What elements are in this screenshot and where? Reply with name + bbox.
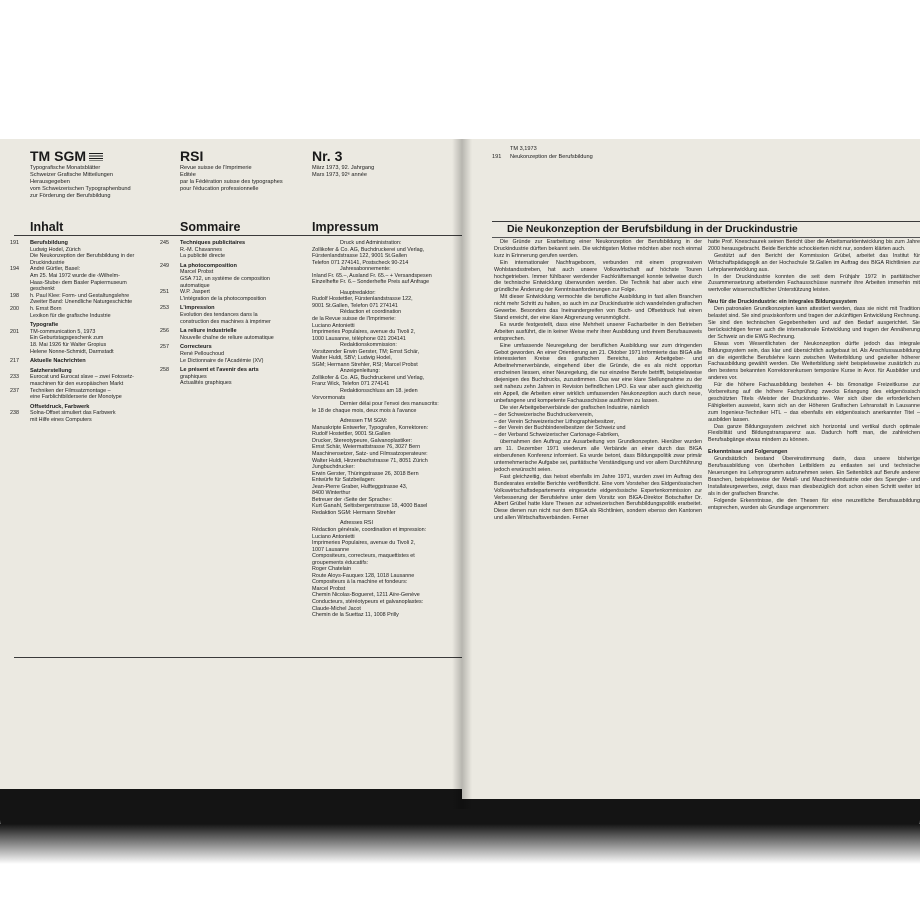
impressum-line: Imprimeries Populaires, avenue du Tivoli 2, xyxy=(312,540,416,547)
toc-line: R.-M. Chavannes xyxy=(180,246,222,253)
toc-page-number: 201 xyxy=(10,328,19,335)
article-subheading: Neu für die Druckindustrie: ein integrales Bildungssystem xyxy=(708,299,857,306)
impressum-line: Einzelhefte Fr. 6.– Sonderhefte Preis auf Anfrage xyxy=(312,279,430,286)
toc-line: Ein Geburtstagsgeschenk zum xyxy=(30,335,104,342)
impressum-line: 8400 Winterthur xyxy=(312,490,351,497)
rsi-description xyxy=(180,165,283,193)
impressum-line: Telefon 071 274141, Postscheck 90-214 xyxy=(312,259,409,266)
toc-line: Zweiter Band: Unendliche Naturgeschichte xyxy=(30,299,133,306)
toc-line: 18. Mai 1926 für Walter Gropius xyxy=(30,342,107,348)
toc-line: graphiques xyxy=(180,373,207,380)
impressum-line: Rédaction générale, coordination et impression: xyxy=(312,526,427,533)
impressum-line: Rédaction et coordination xyxy=(340,309,402,316)
toc-page-number: 194 xyxy=(10,266,19,273)
article-column-2 xyxy=(708,239,920,659)
impressum-line: 9001 St.Gallen, Telefon 071 274141 xyxy=(312,302,398,309)
toc-line: eine Farblichtbilderserie der Monotype xyxy=(30,394,122,401)
impressum-line: Conducteurs, stéréotypeurs et galvanoplastes: xyxy=(312,598,424,605)
toc-line: geschenkt xyxy=(30,286,55,293)
article-paragraph: Für die höhere Fachausbildung bestehen 4- bis 6monatige Freizeitkurse zur Vorbereitung auf die höhere Fachprüfung zwecks Erlangung des eidgenössisch geschützten Titels ‹Meister der Druckindustrie›. Wer sich über die erforderlichen Fähigkeiten ausweist, kann sich an der Höheren Grafischen Lehranstalt in Lausanne zum Ingenieur-Techniker HTL – das ebenfalls ein eidgenössisch anerkannter Titel – ausbilden lassen. xyxy=(708,382,920,423)
toc-line: Solna-Offset simuliert das Farbwerk xyxy=(30,410,116,417)
toc-line: TM-communication 5, 1973 xyxy=(30,328,96,335)
impressum-line: Adressen TM SGM: xyxy=(340,418,388,425)
impressum-line: Luciano Antonietti xyxy=(312,533,355,540)
article-paragraph: Die vier Arbeitgeberverbände der grafischen Industrie, nämlich xyxy=(500,404,650,411)
impressum-line: Betreuer der ‹Seite der Sprache›: xyxy=(312,496,392,503)
article-paragraph: – der Schweizerische Buchdruckerverein, xyxy=(494,411,594,418)
issue-date xyxy=(312,165,374,179)
impressum-line: Maschinensetzer, Satz- und Filmsatzoperateure: xyxy=(312,450,428,457)
toc-section-title: Offsetdruck, Farbwerk xyxy=(30,403,90,410)
toc-section-title: Aktuelle Nachrichten xyxy=(30,358,86,365)
impressum-block xyxy=(312,240,462,619)
impressum-line: Walter Huldi, Hirzenbachstrasse 71, 8051 Zürich xyxy=(312,457,428,464)
toc-page-number: 258 xyxy=(160,367,169,374)
issue-date-line: Mars 1973, 92ᵉ année xyxy=(312,172,367,178)
impressum-line: le 18 de chaque mois, deux mois à l'avance xyxy=(312,407,417,414)
impressum-line: Vorsitzender Erwin Gerster, TM; Ernst Schär, xyxy=(312,348,420,355)
article-paragraph: Gestützt auf den Bericht der Kommission Grübel, arbeitet das Institut für Wirtschaftspädagogik an der Hochschule St.Gallen im Auftrag des BIGA Richtlinien zur Lehrplanentwicklung aus. xyxy=(708,252,920,273)
toc-line: Techniken der Filmsatzmontage – xyxy=(30,387,111,394)
toc-line: Lexikon für die grafische Industrie xyxy=(30,312,111,319)
issue-date-line: März 1973, 92. Jahrgang xyxy=(312,165,375,171)
tm-desc-line: Herausgegeben xyxy=(30,179,70,185)
page-folio: 191 xyxy=(492,154,502,160)
rsi-desc-line: par la Fédération suisse des typographes xyxy=(180,179,283,185)
toc-line: W.P. Jaspert xyxy=(180,289,210,296)
article-title: Die Neukonzeption der Berufsbildung in der Druckindustrie xyxy=(507,223,798,235)
bottom-rule xyxy=(14,657,462,658)
toc-section-title: Typografie xyxy=(30,322,59,329)
toc-line: Die Neukonzeption der Berufsbildung in der xyxy=(30,253,135,260)
article-paragraph: Den patronalen Grundkonzepten kann attestiert werden, dass sie nicht mit Tradition belastet sind. Sie sind praxiskonform und tragen der zukünftigen Entwicklung Rechnung. Sie sind den technischen Gegebenheiten und auf den Bedarf ausgerichtet. Sie berücksichtigen ferner auch die internationale Entwicklung und tragen der Annäherung der Schweiz an die EWG Rechnung. xyxy=(708,306,920,340)
impressum-line: Rudolf Hostettler, 9001 St.Gallen xyxy=(312,431,391,438)
impressum-line: Zollikofer & Co. AG, Buchdruckerei und Verlag, xyxy=(312,374,425,381)
impressum-line: Hauptredaktor: xyxy=(340,289,376,296)
toc-line: Le Dictionnaire de l'Académie (XV) xyxy=(180,357,264,364)
rsi-desc-line: pour l'éducation professionnelle xyxy=(180,186,259,192)
tm-desc-line: Schweizer Grafische Mitteilungen xyxy=(30,172,114,178)
impressum-line: Vorvormonats xyxy=(312,394,346,401)
tm-desc-line: Typografische Monatsblätter xyxy=(30,165,101,171)
impressum-line: Rudolf Hostettler, Fürstenlandstrasse 122, xyxy=(312,296,413,303)
toc-line: Am 25. Mai 1972 wurde die ‹Wilhelm- xyxy=(30,273,120,279)
tm-desc-line: vom Schweizerischen Typographenbund xyxy=(30,186,131,192)
masthead-tm-sgm xyxy=(30,148,103,164)
article-paragraph: Etwas vom Wesentlichsten der Neukonzeption dürfte jedoch das integrale Bildungssystem sein, das klar und übersichtlich aufgebaut ist. Als Anschlussausbildung an die eigentliche Berufslehre kann zwischen Weiterbildung und gezielter höherer Fachausbildung gewählt werden. Die Weiterbildung sieht beispielsweise zusätzlich zu den bestens bekannten Korrektorenkursen temporäre Kurse in Avor. für Ausbilder und anderes vor. xyxy=(708,340,920,382)
sommaire-list xyxy=(160,240,310,640)
impressum-line: Marcel Probst xyxy=(312,585,346,592)
impressum-line: Fürstenlandstrasse 122, 9001 St.Gallen xyxy=(312,253,407,260)
toc-line: André Gürtler, Basel: xyxy=(30,266,81,273)
impressum-line: 1000 Lausanne, téléphone 021 204141 xyxy=(312,335,406,342)
toc-line: Eurocat und Eurocat slave – zwei Fotosetz- xyxy=(30,374,134,381)
impressum-line: Jahresabonnemente: xyxy=(340,266,391,273)
impressum-line: groupements éducatifs: xyxy=(312,559,369,566)
impressum-line: Chemin Nicolas-Bogueret, 1211 Aïre-Genève xyxy=(312,592,420,599)
article-paragraph: – der Verein der Buchbindereibesitzer der Schweiz und xyxy=(494,425,626,432)
toc-page-number: 198 xyxy=(10,292,19,299)
article-paragraph: Mit dieser Entwicklung vermochte die berufliche Ausbildung in fast allen Branchen nicht mehr Schritt zu halten, so auch im zur Druckindustrie sich wandelnden grafischen Gewerbe. Besonders das Ineinandergreifen von Buch- und Offsetdruck hat einen Stand erreicht, der eine klare Abgrenzung verunmöglicht. xyxy=(494,294,702,321)
toc-section-title: Le présent et l'avenir des arts xyxy=(180,367,259,374)
toc-section-title: La reliure industrielle xyxy=(180,328,237,335)
shadow-fade xyxy=(0,824,920,864)
toc-line: Druckindustrie xyxy=(30,259,65,266)
impressum-line: Redaktionsschluss am 18. jeden xyxy=(340,388,418,395)
toc-line: maschinen für den europäischen Markt xyxy=(30,381,124,387)
toc-line: h. Paul Klee: Form- und Gestaltungslehre xyxy=(30,292,130,299)
rsi-desc-line: Editée xyxy=(180,172,196,178)
right-page xyxy=(462,139,920,799)
typo-logo-icon xyxy=(89,153,103,161)
left-page xyxy=(0,139,462,789)
impressum-line: Redaktionskommission: xyxy=(340,342,397,349)
issue-number: Nr. 3 xyxy=(312,148,343,164)
impressum-line: Adresses RSI xyxy=(340,520,373,527)
impressum-line: Jean-Pierre Graber, Hulfteggstrasse 43, xyxy=(312,483,408,490)
toc-page-number: 251 xyxy=(160,289,169,296)
article-paragraph: Grundsätzlich bestand Übereinstimmung darin, dass unsere bisherige Berufsausbildung von überholten Leitbildern zu entlasten sei und technische Neuerungen ins Lehrprogramm aufzunehmen seien. Ein Seitenblick auf Berufe anderer Branchen, beispielsweise der Metall- und Maschinenindustrie oder des Spengler- und Installateurgewerbes, zeigt, dass man diesbezüglich dort schon einen Schritt weiter ist als in der grafischen Branche. xyxy=(708,456,920,497)
toc-section-title: Satzherstellung xyxy=(30,367,72,374)
impressum-line: Inland Fr. 65.–, Ausland Fr. 65.– + Versandspesen xyxy=(312,272,432,279)
article-paragraph: Fast gleichzeitig, das heisst ebenfalls im Jahre 1971, wurden zwei im Auftrag des Bundesrates erstellte Berichte veröffentlicht. Eine vom Vorsteher des Eidgenössischen Volkswirtschaftsdepartements eingesetzte eidgenössische Expertenkommission zur Verbesserung der Berufslehre unter dem Vorsitz von BIGA-Direktor Botschafter Dr. Albert Grübel hatte klare Thesen zur schweizerischen Berufsbildungspolitik erarbeitet. Diese dienen nun nicht nur dem BIGA als Richtlinien, sondern ebenso den Kantonen und allen Wirtschaftsverbänden. Ferner xyxy=(494,473,702,522)
toc-page-number: 191 xyxy=(10,240,19,246)
impressum-line: Imprimeries Populaires, avenue du Tivoli 2, xyxy=(312,329,416,336)
toc-line: Marcel Probst xyxy=(180,269,214,276)
toc-page-number: 245 xyxy=(160,240,169,246)
article-subheading: Erkenntnisse und Folgerungen xyxy=(708,449,788,456)
impressum-line: Compositeurs à la machine et fondeurs: xyxy=(312,579,408,586)
toc-line: Actualités graphiques xyxy=(180,380,232,387)
impressum-line: Drucker, Stereotypeure, Galvanoplastiker: xyxy=(312,437,413,444)
article-paragraph: Das ganze Bildungssystem zeichnet sich horizontal und vertikal durch optimale Flexibilität und Bildungstransparenz aus. Dadurch hofft man, die zahlreichen Berufsabgänge etwas mindern zu können. xyxy=(708,423,920,444)
masthead-rsi: RSI xyxy=(180,148,204,164)
impressum-line: Claude-Michel Jacot xyxy=(312,605,361,612)
tm-desc-line: zur Förderung der Berufsbildung xyxy=(30,193,111,199)
impressum-line: Redaktion SGM: Hermann Strehler xyxy=(312,509,396,516)
toc-page-number: 233 xyxy=(10,374,19,381)
toc-section-title: Correcteurs xyxy=(180,344,212,351)
toc-line: L'intégration de la photocomposition xyxy=(180,295,267,302)
toc-page-number: 238 xyxy=(10,410,19,417)
toc-line: René Pellouchoud xyxy=(180,351,225,357)
toc-page-number: 217 xyxy=(10,358,19,365)
impressum-line: Franz Wick, Telefon 071 274141 xyxy=(312,381,390,388)
impressum-line: Druck und Administration: xyxy=(340,240,402,246)
impressum-line: de la Revue suisse de l'Imprimerie: xyxy=(312,316,396,323)
impressum-line: Erwin Gerster, Thüringstrasse 26, 3018 Bern xyxy=(312,470,419,477)
toc-line: automatique xyxy=(180,282,210,289)
toc-page-number: 256 xyxy=(160,328,169,335)
toc-line: Nouvelle chaîne de reliure automatique xyxy=(180,334,274,341)
book-gutter xyxy=(452,139,472,809)
impressum-line: 1007 Lausanne xyxy=(312,546,350,553)
impressum-line: Manuskripte Entwerfer, Typografen, Korrektoren: xyxy=(312,424,429,431)
article-paragraph: hatte Prof. Kneschaurek seinen Bericht über die Arbeitsmarktentwicklung bis zum Jahre 2000 herausgebracht. Beide Berichte schockierten nicht nur, sondern klärten auch. xyxy=(708,239,920,252)
heading-rule xyxy=(14,235,462,236)
toc-line: La publicité directe xyxy=(180,253,225,260)
impressum-line: Luciano Antonietti xyxy=(312,322,355,329)
article-paragraph: Folgende Erkenntnisse, die den Thesen für eine neuzeitliche Berufsausbildung entsprechen, wurden als Grundlage angenommen: xyxy=(708,497,920,511)
toc-section-title: Techniques publicitaires xyxy=(180,240,246,246)
toc-line: GSA 712, un système de composition xyxy=(180,276,270,282)
impressum-line: Ernst Schär, Weiermattstrasse 76, 3027 Bern xyxy=(312,444,421,451)
toc-page-number: 237 xyxy=(10,387,19,394)
toc-section-title: La photocomposition xyxy=(180,262,237,269)
running-title: Neukonzeption der Berufsbildung xyxy=(510,154,593,160)
heading-sommaire: Sommaire xyxy=(180,220,241,234)
inhalt-list xyxy=(10,240,170,640)
toc-section-title: Berufsbildung xyxy=(30,240,68,246)
toc-line: Ludwig Hodel, Zürich xyxy=(30,246,81,253)
toc-line: mit Hilfe eines Computers xyxy=(30,417,92,423)
impressum-line: SGM; Hermann Strehler, RSI; Marcel Probst xyxy=(312,361,418,368)
running-issue: TM 3,1973 xyxy=(510,146,537,152)
toc-page-number: 200 xyxy=(10,306,19,312)
heading-impressum: Impressum xyxy=(312,220,379,234)
toc-line: construction des machines à imprimer xyxy=(180,318,271,325)
impressum-line: Entwürfe für Satzbeilagen: xyxy=(312,477,376,484)
impressum-line: Compositeurs, correcteurs, maquettistes et xyxy=(312,553,415,560)
impressum-line: Kurt Ganahl, Seltisbergerstrasse 18, 4000 Basel xyxy=(312,503,428,510)
tm-description xyxy=(30,165,131,200)
article-paragraph: In der Druckindustrie konnten die seit dem Frühjahr 1972 in paritätischer Zusammensetzung arbeitenden Fachausschüsse nunmehr ihre Arbeiten immerhin mit wertvoller wissenschaftlicher Unterstützung leisten. xyxy=(708,273,920,294)
article-paragraph: Die Gründe zur Erarbeitung einer Neukonzeption der Berufsbildung in der Druckindustrie dürften bekannt sein. Die wichtigsten Motive möchten aber noch einmal kurz in Erinnerung gerufen werden. xyxy=(494,239,702,259)
masthead-title: TM SGM xyxy=(30,148,86,164)
heading-inhalt: Inhalt xyxy=(30,220,64,234)
toc-line: Haas-Stube› dem Basler Papiermuseum xyxy=(30,279,127,286)
toc-line: Helene Nonne-Schmidt, Darmstadt xyxy=(30,348,114,355)
toc-line: Evolution des tendances dans la xyxy=(180,312,258,318)
article-paragraph: Eine umfassende Neuregelung der beruflichen Ausbildung war zum dringenden Gebot geworden. An einer Orientierung am 21. Oktober 1971 informierte das BIGA alle interessierten Kreise des grafischen Bereichs, also Arbeitgeber- und Arbeitnehmerverbände, eingehend über die Gründe, die es als nicht opportun erscheinen liessen, einer Neuregelung, die nur einzelne Berufe betrifft, beispielsweise diejenigen des Buchdrucks, zuzustimmen. Das war eine klare Stellungnahme zu der seit nahezu zehn Jahren in Revision befindlichen LPO. Es war aber auch gleichzeitig ein Appell, die Arbeiten einer wirklich umfassenden Neukonzeption auch durch neue, unbefangene und kompetente Fachausschüsse ausführen zu lassen. xyxy=(494,342,702,404)
article-column-1 xyxy=(494,239,702,659)
impressum-line: Dernier délai pour l'envoi des manuscrits: xyxy=(340,401,439,408)
article-paragraph: – der Verein Schweizerischer Lithographiebesitzer, xyxy=(494,418,616,425)
toc-page-number: 253 xyxy=(160,305,169,312)
title-rule-top xyxy=(492,221,920,222)
toc-line: h. Ernst Born xyxy=(30,306,62,312)
toc-page-number: 249 xyxy=(160,262,169,269)
impressum-line: Roger Chatelain xyxy=(312,566,351,573)
impressum-line: Zollikofer & Co. AG, Buchdruckerei und Verlag, xyxy=(312,246,425,253)
title-rule-bottom xyxy=(492,237,920,238)
article-paragraph: übernahmen den Auftrag zur Ausarbeitung von Grundkonzepten. Hierüber wurden am 11. Dezember 1971 wiederum alle Verbände an einer durch das BIGA einberufenen Konferenz informiert. Es wurde betont, dass Bildungspolitik zwar primär unternehmerische Aufgabe sei, paritätische Verständigung und vor allem Durchführung jedoch erwünscht seien. xyxy=(494,439,702,473)
toc-section-title: L'impression xyxy=(180,305,215,312)
impressum-line: Chemin de la Suettaz 11, 1008 Prilly xyxy=(312,612,399,619)
rsi-desc-line: Revue suisse de l'Imprimerie xyxy=(180,165,252,171)
impressum-line: Anzeigenleitung: xyxy=(340,368,380,375)
impressum-line: Jungbuchdrucker: xyxy=(312,464,355,471)
article-paragraph: Es wurde festgestellt, dass eine Mehrheit unserer Facharbeiter in den Betrieben Arbeiten ausführt, die in keiner Weise mehr ihrer Ausbildung und ihrem Berufsausweis entsprechen. xyxy=(494,321,702,342)
impressum-line: Route Aloys-Fauquex 128, 1018 Lausanne xyxy=(312,572,415,579)
article-paragraph: Ein internationaler Nachfrageboom, verbunden mit einem progressiven Wohlstandsstreben, hat auch unsere Volkswirtschaft auf höchste Touren hochgetrieben. Immer fühlbarer werdender Fachkräftemangel konnte teilweise durch die technische Entwicklung überwunden werden. Die Technik hat aber auch eine gründliche Änderung der Kenntnisanforderungen zur Folge. xyxy=(494,259,702,294)
toc-page-number: 257 xyxy=(160,344,169,351)
impressum-line: Walter Huldi, SBV; Ludwig Hodel, xyxy=(312,355,392,362)
article-paragraph: – der Verband Schweizerischer Cartonage-Fabriken, xyxy=(494,432,620,439)
